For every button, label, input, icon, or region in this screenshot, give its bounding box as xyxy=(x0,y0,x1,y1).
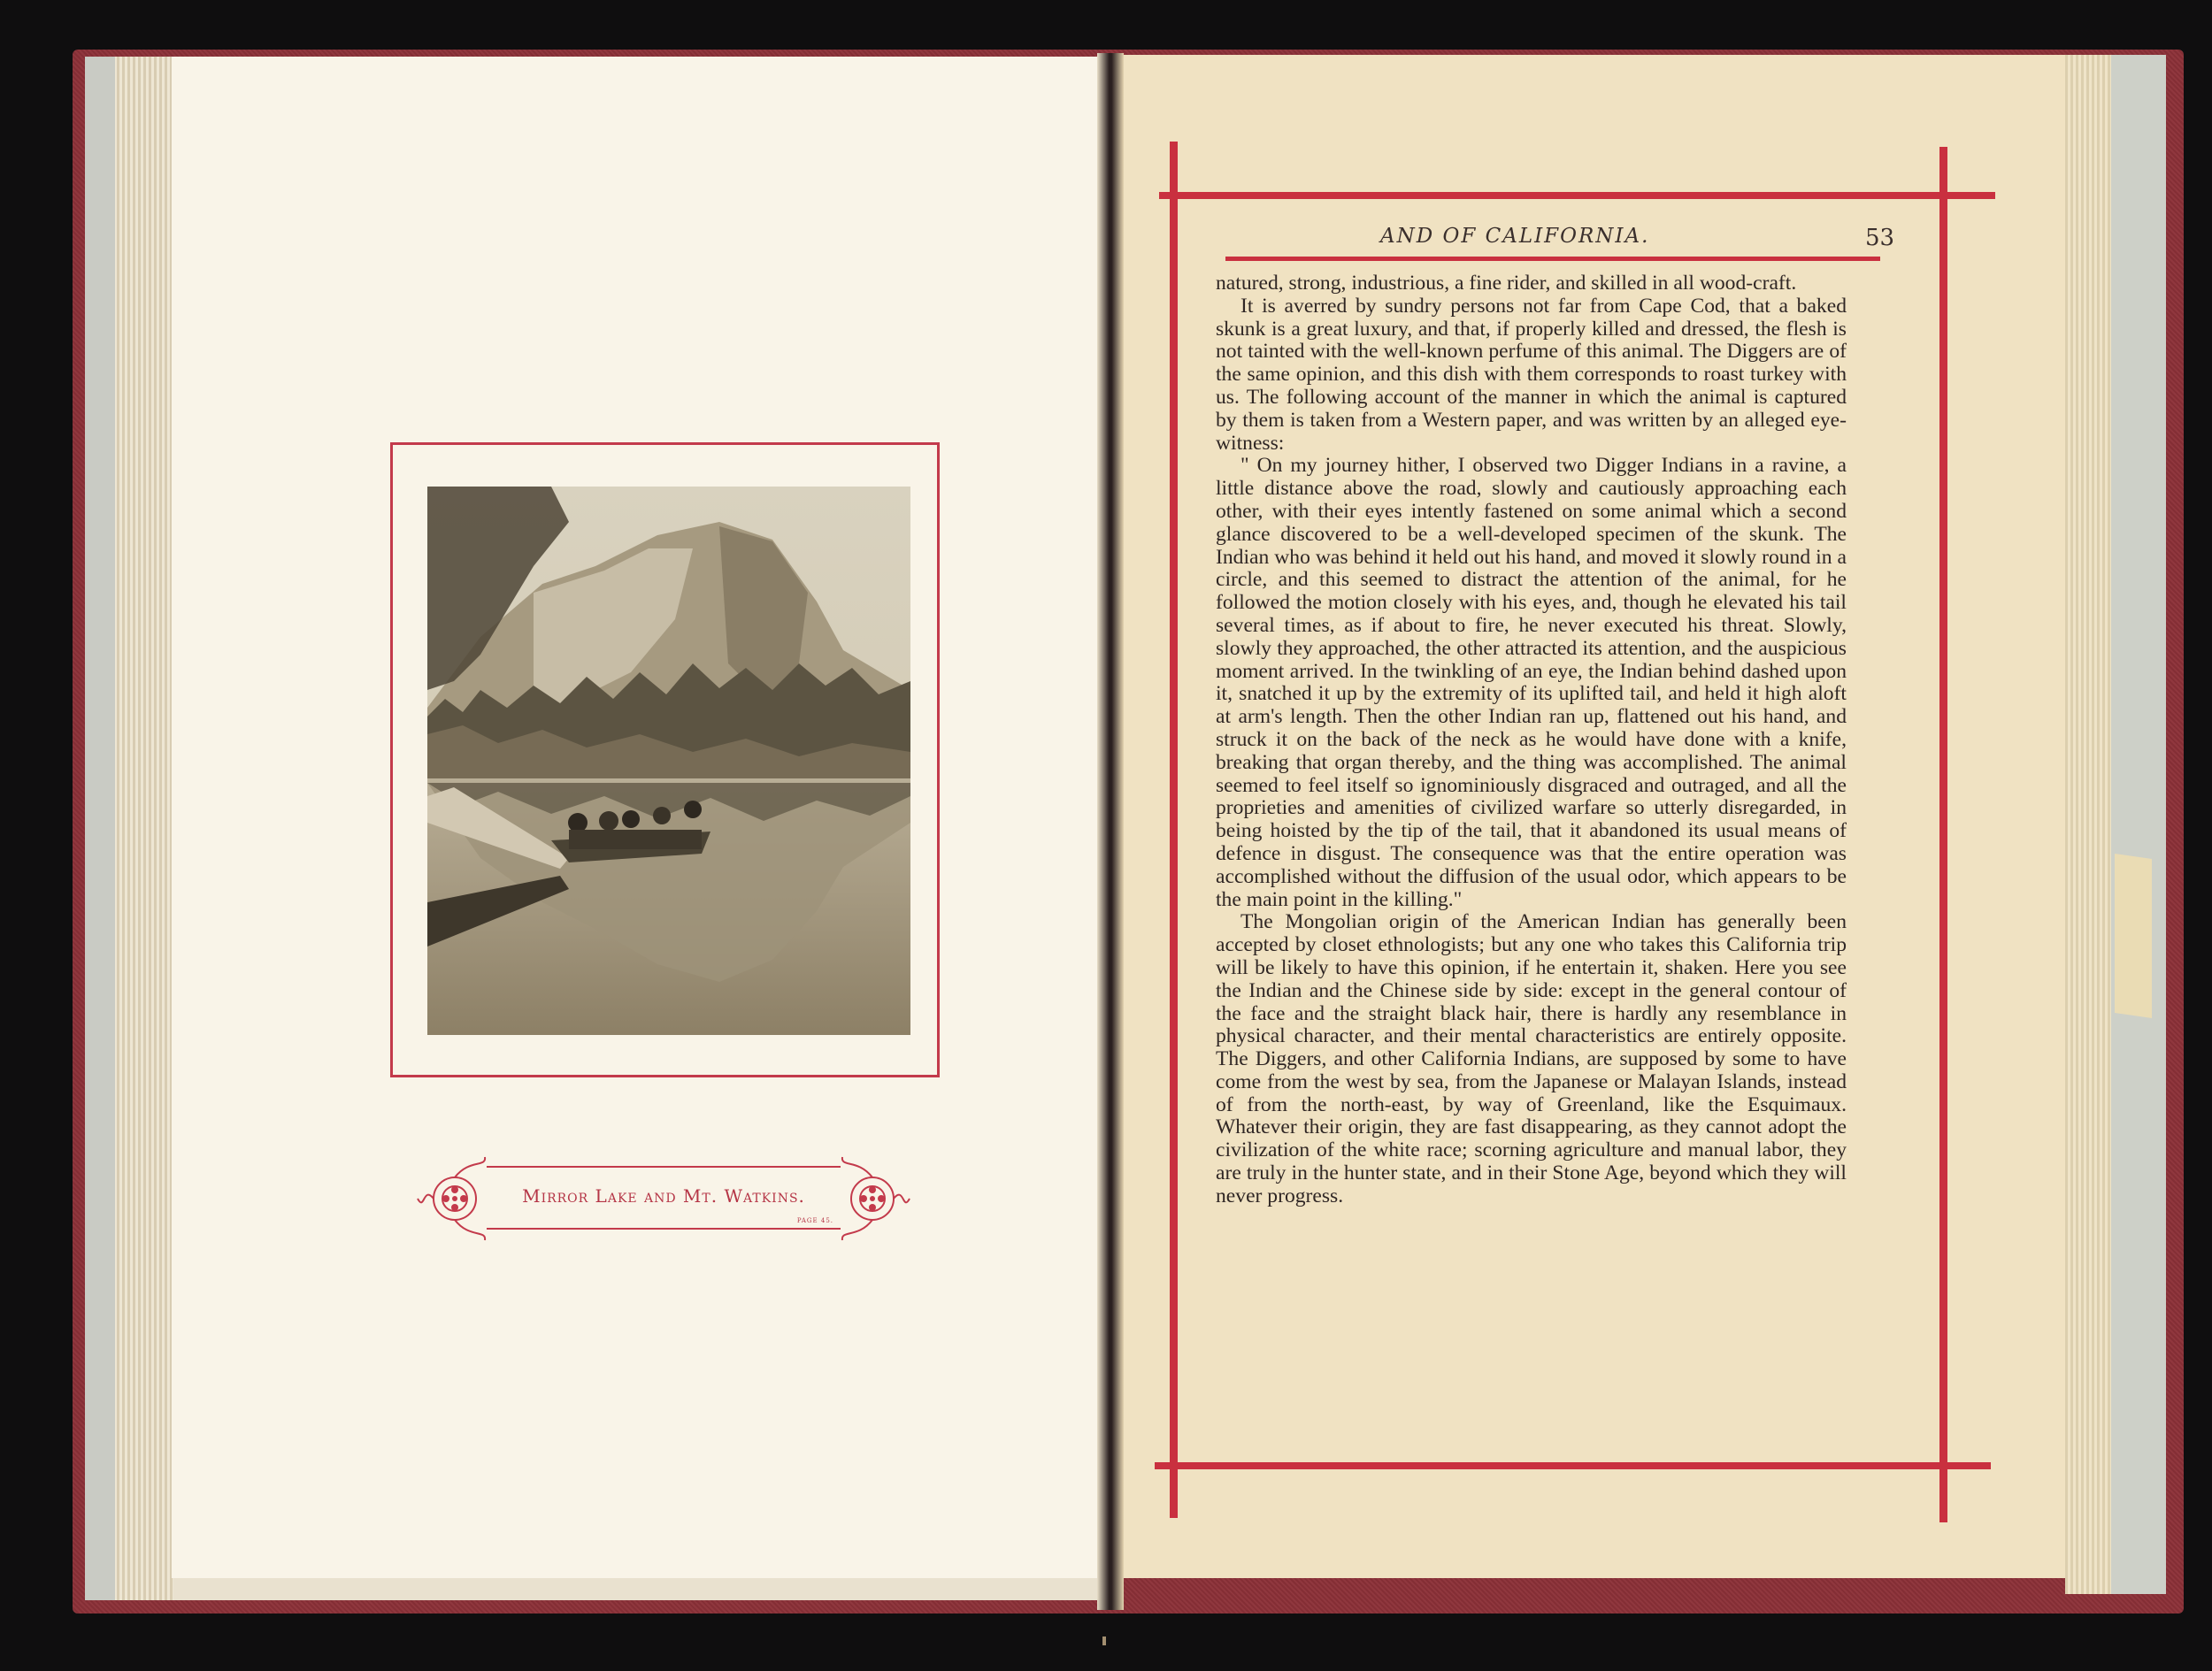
border-rule-left xyxy=(1170,142,1178,1518)
right-endpaper xyxy=(2111,55,2166,1594)
border-rule-right xyxy=(1939,147,1947,1522)
paper-tab xyxy=(2115,854,2152,1018)
plate-caption: Mirror Lake and Mt. Watkins. xyxy=(522,1185,805,1207)
border-rule-bottom xyxy=(1155,1462,1991,1469)
page-body-text xyxy=(1216,272,1847,1208)
paragraph: natured, strong, industrious, a fine rider, and skilled in all wood-craft. xyxy=(1216,272,1797,295)
border-rule-top xyxy=(1159,192,1995,199)
spine-mark xyxy=(1102,1637,1106,1645)
plate-caption-cartouche xyxy=(416,1150,911,1247)
running-head: AND OF CALIFORNIA. xyxy=(1380,225,1650,248)
left-endpaper xyxy=(85,57,115,1600)
page-number: 53 xyxy=(1865,225,1895,251)
scroll-ornament-icon xyxy=(416,1150,494,1247)
quoted-paragraph: " On my journey hither, I observed two Digger Indians in a ravine, a little distance above the road, slowly and cautiously approaching each other, with their eyes intently fastened on some animal which a second glance discovered to be a well-developed specimen of the skunk. The Indian who was behind it held out his hand, and moved it slowly round in a circle, and this seemed to distract the attention of the animal, for he followed the motion closely with his eyes, and, though he elevated his tail several times, as if about to fire, he never executed his threat. Slowly, slowly they approached, the other attracted its attention, and the auspicious moment arrived. In the twinkling of an eye, the Indian behind dashed upon it, snatched it up by the extremity of its uplifted tail, and held it high aloft at arm's length. Then the other Indian ran up, flattened out his hand, and struck it on the back of the neck as he would have done with a knife, breaking that organ thereby, and the thing was accomplished. The animal seemed to feel itself so ignominiously disgraced and outraged, and all the proprieties and amenities of civilized warfare so utterly disregarded, in being hoisted by the tip of the tail, that it abandoned its usual means of defence in disgust. The consequence was that the entire operation was accomplished without the diffusion of the usual odor, which appears to be the main point in the killing." xyxy=(1216,454,1847,911)
paragraph: The Mongolian origin of the American Indian has generally been accepted by closet ethnologists; but any one who takes this California trip will be likely to have this opinion, if he entertain it, shaken. Here you see the Indian and the Chinese side by side: except in the general contour of the face and the straight black hair, there is hardly any resemblance in physical character, and their mental characteristics are entirely opposite. The Diggers, and other California Indians, are supposed by some to have come from the west by sea, from the Japanese or Malayan Islands, instead of from the north-east, by way of Greenland, like the Esquimaux. Whatever their origin, they are fast disappearing, as they cannot adopt the civilization of the white race; scorning agriculture and manual labor, they are truly in the hunter state, and in their Stone Age, beyond which they will never progress. xyxy=(1216,910,1847,1207)
paragraph: It is averred by sundry persons not far from Cape Cod, that a baked skunk is a great luxury, and that, if properly killed and dressed, the flesh is not tainted with the well-known perfume of this animal. The Diggers are of the same opinion, and this dish with them corresponds to roast turkey with us. The following account of the manner in which the animal is captured by them is taken from a Western paper, and was written by an alleged eye-witness: xyxy=(1216,294,1847,455)
caption-box xyxy=(487,1166,841,1230)
scroll-ornament-icon xyxy=(833,1150,911,1247)
book-gutter xyxy=(1097,53,1124,1610)
mirror-lake-photograph xyxy=(427,487,910,1035)
header-rule xyxy=(1225,257,1880,261)
right-page-edges xyxy=(2065,55,2115,1594)
plate-page-reference: PAGE 45. xyxy=(796,1217,833,1224)
